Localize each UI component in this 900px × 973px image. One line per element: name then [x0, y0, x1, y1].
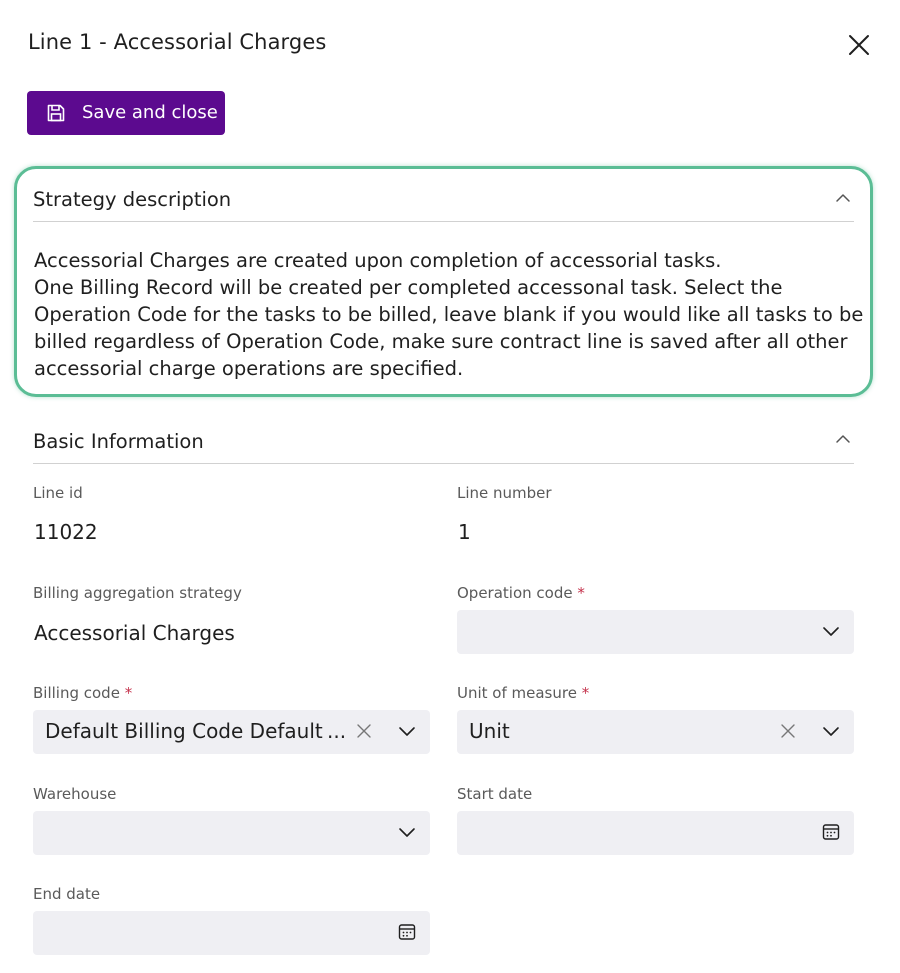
warehouse-label: Warehouse — [33, 785, 117, 803]
calendar-icon[interactable] — [821, 822, 841, 842]
chevron-up-icon[interactable] — [835, 193, 851, 203]
line-id-label: Line id — [33, 484, 83, 502]
chevron-down-icon[interactable] — [822, 624, 840, 638]
unit-of-measure-label-text: Unit of measure — [457, 684, 577, 702]
panel-title: Line 1 - Accessorial Charges — [28, 30, 327, 54]
required-mark: * — [124, 684, 133, 702]
billing-code-value: Default Billing Code Default — [45, 719, 323, 743]
calendar-icon[interactable] — [397, 922, 417, 942]
billing-aggregation-value: Accessorial Charges — [34, 621, 235, 645]
end-date-input[interactable] — [33, 911, 430, 955]
operation-code-label-text: Operation code — [457, 584, 573, 602]
billing-code-ellipsis: ... — [327, 719, 347, 743]
warehouse-select[interactable] — [33, 811, 430, 855]
billing-code-select[interactable] — [33, 710, 430, 754]
strategy-description-text — [34, 247, 864, 382]
strategy-divider — [33, 221, 854, 222]
chevron-down-icon[interactable] — [398, 724, 416, 738]
line-id-value: 11022 — [34, 520, 98, 544]
description-line: Operation Code for the tasks to be billed, leave blank if you would like all tasks to be — [34, 303, 864, 326]
line-number-value: 1 — [458, 520, 471, 544]
operation-code-label — [457, 584, 585, 602]
save-and-close-button[interactable] — [27, 91, 225, 135]
strategy-description-heading: Strategy description — [33, 188, 232, 211]
unit-of-measure-select[interactable] — [457, 710, 854, 754]
billing-code-label — [33, 684, 132, 702]
line-number-label: Line number — [457, 484, 552, 502]
end-date-label: End date — [33, 885, 101, 903]
unit-of-measure-value: Unit — [469, 719, 510, 743]
description-line: Accessorial Charges are created upon completion of accessorial tasks. — [34, 249, 722, 272]
required-mark: * — [581, 684, 590, 702]
basic-information-divider — [33, 463, 854, 464]
billing-code-label-text: Billing code — [33, 684, 120, 702]
clear-icon[interactable] — [355, 722, 373, 740]
operation-code-select[interactable] — [457, 610, 854, 654]
save-icon — [46, 103, 66, 123]
required-mark: * — [577, 584, 585, 602]
clear-icon[interactable] — [779, 722, 797, 740]
description-line: billed regardless of Operation Code, make sure contract line is saved after all other — [34, 330, 848, 353]
description-line: One Billing Record will be created per completed accessonal task. Select the — [34, 276, 783, 299]
basic-information-heading: Basic Information — [33, 430, 204, 453]
billing-aggregation-label: Billing aggregation strategy — [33, 584, 242, 602]
description-line: accessorial charge operations are specified. — [34, 357, 464, 380]
chevron-down-icon[interactable] — [822, 724, 840, 738]
start-date-input[interactable] — [457, 811, 854, 855]
close-button[interactable] — [844, 30, 874, 60]
chevron-down-icon[interactable] — [398, 825, 416, 839]
chevron-up-icon[interactable] — [835, 434, 851, 444]
close-icon — [844, 30, 874, 60]
save-and-close-label: Save and close — [82, 102, 218, 123]
start-date-label: Start date — [457, 785, 533, 803]
unit-of-measure-label — [457, 684, 589, 702]
